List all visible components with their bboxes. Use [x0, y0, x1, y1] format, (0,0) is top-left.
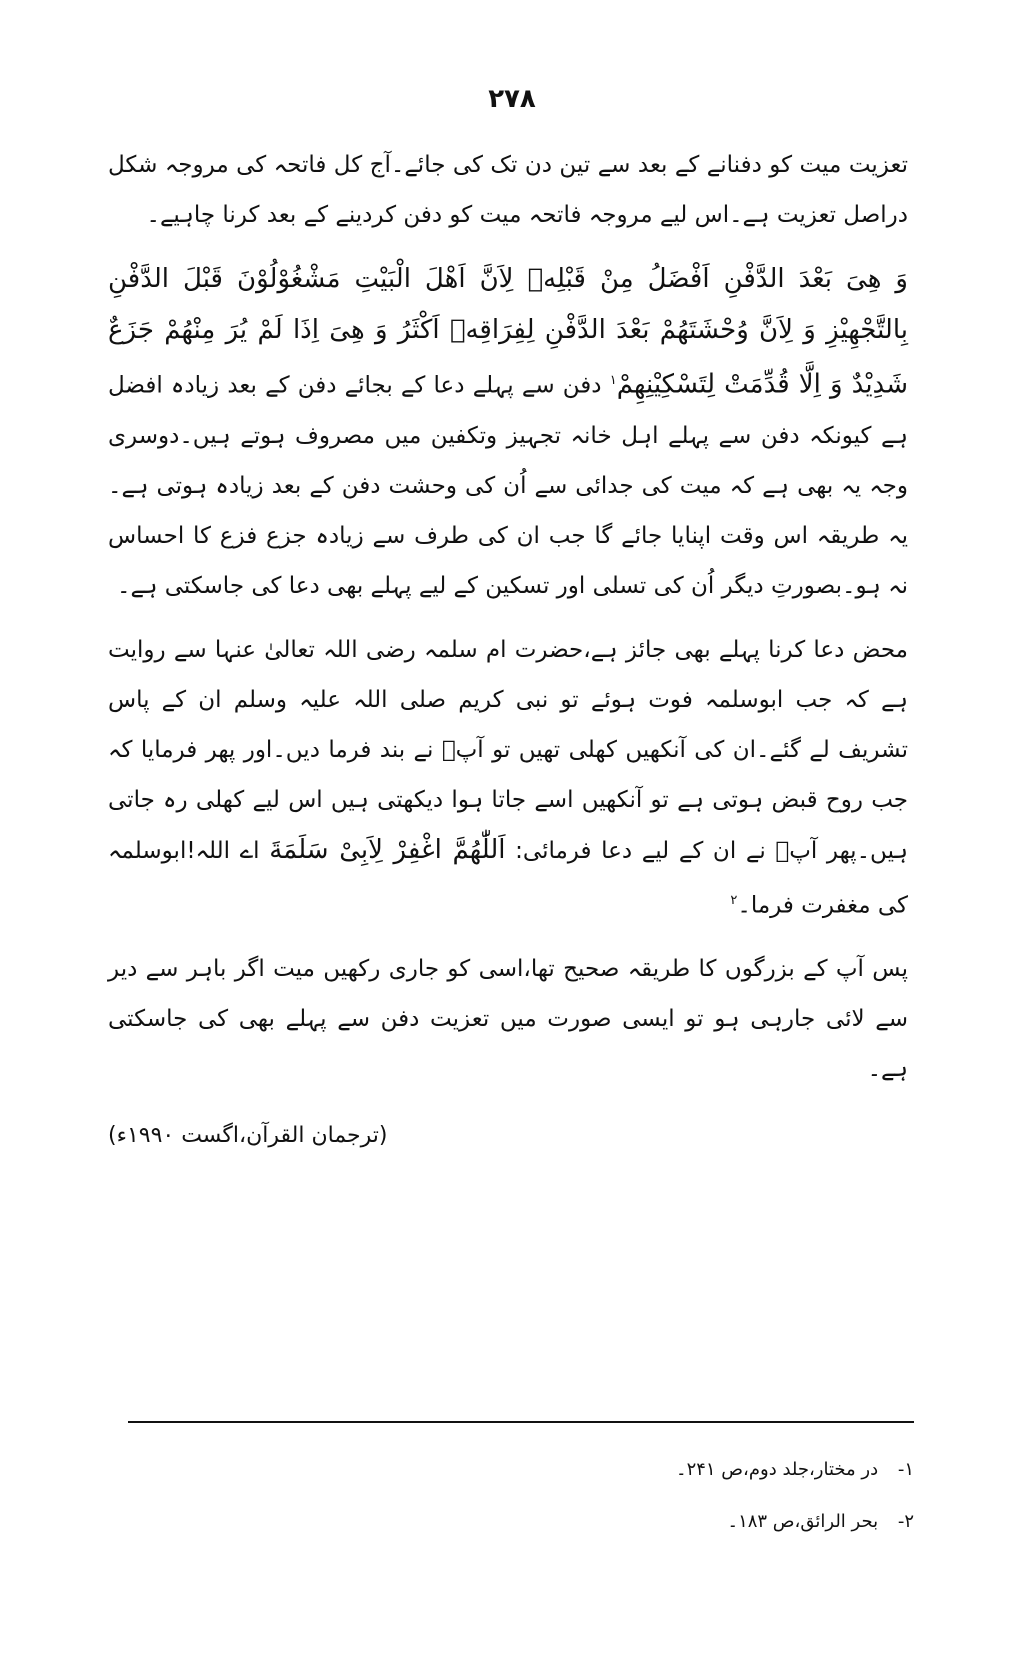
footnote-item [128, 1502, 914, 1542]
arabic-dua: اَللّٰهُمَّ اغْفِرْ لِاَبِیْ سَلَمَةَ [269, 834, 506, 865]
paragraph-intro: تعزیت میت کو دفنانے کے بعد سے تین دن تک کی جائے۔آج کل فاتحہ کی مروجہ شکل دراصل تعزیت ہے۔اس لیے مروجہ فاتحہ میت کو دفن کردینے کے بعد کرنا چاہیے۔ [108, 152, 908, 228]
dua-translation: اے اللہ!ابوسلمہ کی مغفرت فرما۔ [108, 837, 908, 919]
paragraph-gap [108, 930, 908, 944]
footnote-text: در مختار،جلد دوم،ص ۲۴۱۔ [676, 1459, 879, 1480]
footnotes [128, 1450, 914, 1554]
paragraph-fiqh-quote [108, 254, 908, 611]
footnote-text: بحر الرائق،ص ۱۸۳۔ [727, 1511, 879, 1532]
source-citation: (ترجمان القرآن،اگست ۱۹۹۰ء) [108, 1123, 388, 1149]
footnote-ref-1: ۱ [609, 373, 617, 388]
paragraph-gap [108, 240, 908, 254]
paragraph-hadith [108, 625, 908, 931]
page-number: ۲۷۸ [488, 84, 536, 114]
source-wrapper [108, 1094, 908, 1156]
paragraph-gap [108, 611, 908, 625]
main-text [108, 140, 908, 1156]
footnote-item [128, 1450, 914, 1490]
hadith-narration: محض دعا کرنا پہلے بھی جائز ہے،حضرت ام سلمہ رضی اللہ تعالیٰ عنہا سے روایت ہے کہ جب ابوسلمہ فوت ہوئے تو نبی کریم صلی اللہ علیہ وسلم ان کے پاس تشریف لے گئے۔ان کی آنکھیں کھلی تھیں تو آپؐ نے بند فرما دیں۔اور پھر فرمایا کہ جب روح قبض ہوتی ہے تو آنکھیں اسے جاتا ہوا دیکھتی ہیں اس لیے کھلی رہ جاتی ہیں۔پھر آپؐ نے ان کے لیے دعا فرمائی: [108, 636, 908, 864]
footnote-number: ۲- [897, 1511, 914, 1532]
urdu-explanation: دفن سے پہلے دعا کے بجائے دفن کے بعد زیادہ افضل ہے کیونکہ دفن سے پہلے اہل خانہ تجہیز وتکفین میں مصروف ہوتے ہیں۔دوسری وجہ یہ بھی ہے کہ میت کی جدائی سے اُن کی وحشت دفن کے بعد زیادہ ہوتی ہے۔یہ طریقہ اس وقت اپنایا جائے گا جب ان کی طرف سے زیادہ جزع فزع کا احساس نہ ہو۔بصورتِ دیگر اُن کی تسلی اور تسکین کے لیے پہلے بھی دعا کی جاسکتی ہے۔ [108, 372, 908, 599]
arabic-quote: وَ هِیَ بَعْدَ الدَّفْنِ اَفْضَلُ مِنْ قَبْلِهٖ لِاَنَّ اَهْلَ الْبَیْتِ مَشْغُوْلُوْنَ قَبْلَ الدَّفْنِ بِالتَّجْهِیْزِ وَ لِاَنَّ وُحْشَتَهُمْ بَعْدَ الدَّفْنِ لِفِرَاقِهٖ اَكْثَرُ وَ هِیَ اِذَا لَمْ یُرَ مِنْهُمْ جَزَعٌ شَدِیْدٌ وَ اِلَّا قُدِّمَتْ لِتَسْكِیْنِهِمْ [108, 264, 908, 400]
paragraph-conclusion: پس آپ کے بزرگوں کا طریقہ صحیح تھا،اسی کو جاری رکھیں میت اگر باہر سے دیر سے لائی جارہی ہو تو ایسی صورت میں تعزیت دفن سے پہلے بھی کی جاسکتی ہے۔ [108, 956, 908, 1083]
footnote-number: ۱- [897, 1459, 914, 1480]
footnote-ref-2: ۲ [730, 892, 738, 908]
footnote-divider [128, 1421, 914, 1423]
